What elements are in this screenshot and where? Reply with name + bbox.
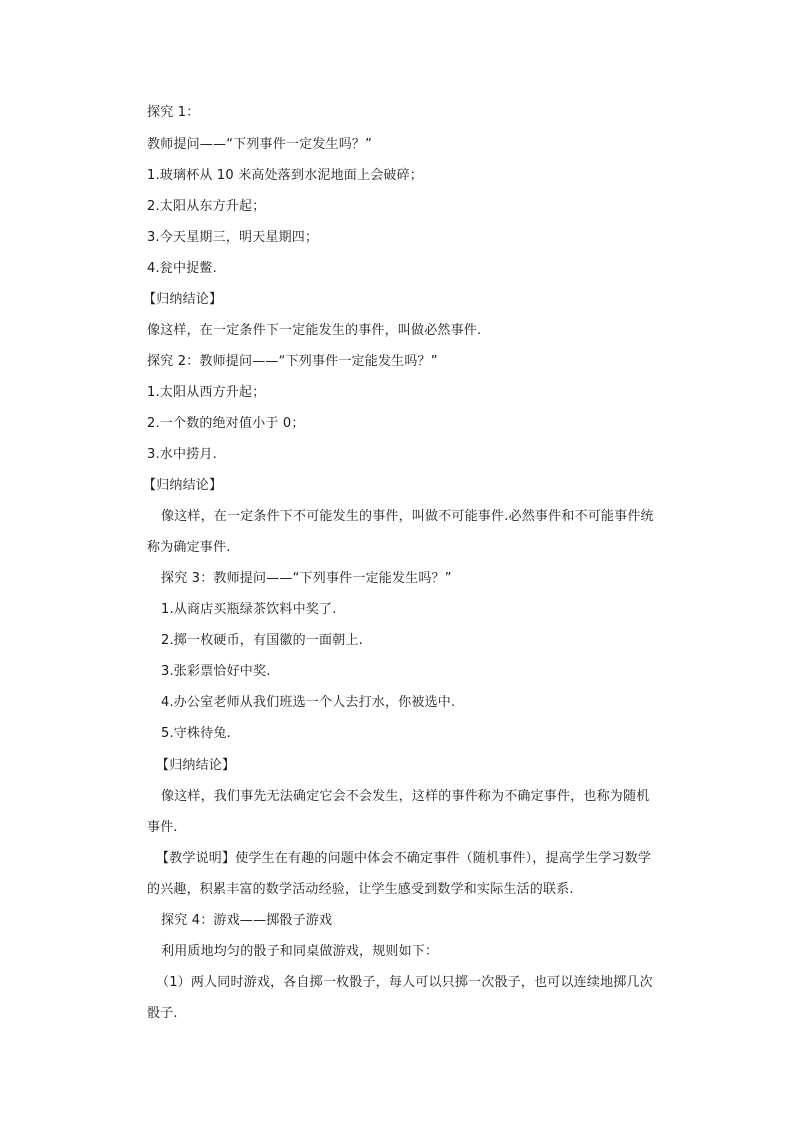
conclusion-text: 像这样，在一定条件下不可能发生的事件，叫做不可能事件.必然事件和不可能事件统: [161, 509, 654, 524]
list-item: 2.太阳从东方升起；: [147, 199, 266, 214]
game-rules-intro: 利用质地均匀的骰子和同桌做游戏，规则如下：: [161, 944, 439, 959]
list-item: 5.守株待兔.: [161, 726, 231, 741]
list-item: 3.水中捞月.: [147, 447, 217, 462]
list-item: 4.瓮中捉鳖.: [147, 261, 217, 276]
list-item: 1.从商店买瓶绿茶饮料中奖了.: [161, 602, 337, 617]
game-rule-1: （1）两人同时游戏，各自掷一枚骰子，每人可以只掷一次骰子，也可以连续地掷几次: [156, 975, 653, 990]
list-item: 1.玻璃杯从 10 米高处落到水泥地面上会破碎；: [147, 168, 424, 183]
conclusion-heading: 【归纳结论】: [143, 292, 223, 307]
conclusion-text: 称为确定事件.: [147, 540, 231, 555]
list-item: 3.今天星期三，明天星期四；: [147, 230, 319, 245]
heading-explore-2: 探究 2：教师提问——“下列事件一定能发生吗？”: [147, 354, 438, 369]
teaching-note: 的兴趣，积累丰富的数学活动经验，让学生感受到数学和实际生活的联系.: [147, 882, 574, 897]
heading-explore-3: 探究 3：教师提问——“下列事件一定能发生吗？”: [161, 571, 452, 586]
list-item: 4.办公室老师从我们班选一个人去打水，你被选中.: [161, 695, 456, 710]
teacher-question-1: 教师提问——“下列事件一定发生吗？”: [147, 137, 373, 152]
conclusion-heading: 【归纳结论】: [156, 758, 236, 773]
list-item: 2.掷一枚硬币，有国徽的一面朝上.: [161, 633, 363, 648]
heading-explore-1: 探究 1：: [147, 105, 200, 120]
conclusion-text: 像这样，我们事先无法确定它会不会发生，这样的事件称为不确定事件，也称为随机: [161, 789, 650, 804]
list-item: 3.张彩票恰好中奖.: [161, 664, 271, 679]
teaching-note: 【教学说明】使学生在有趣的问题中体会不确定事件（随机事件），提高学生学习数学: [156, 851, 652, 866]
list-item: 1.太阳从西方升起；: [147, 385, 266, 400]
conclusion-text: 像这样，在一定条件下一定能发生的事件，叫做必然事件.: [147, 323, 482, 338]
conclusion-text: 事件.: [147, 820, 178, 835]
conclusion-heading: 【归纳结论】: [143, 478, 223, 493]
heading-explore-4: 探究 4：游戏——掷骰子游戏: [161, 913, 333, 928]
game-rule-1: 骰子.: [147, 1006, 178, 1021]
list-item: 2.一个数的绝对值小于 0；: [147, 416, 305, 431]
